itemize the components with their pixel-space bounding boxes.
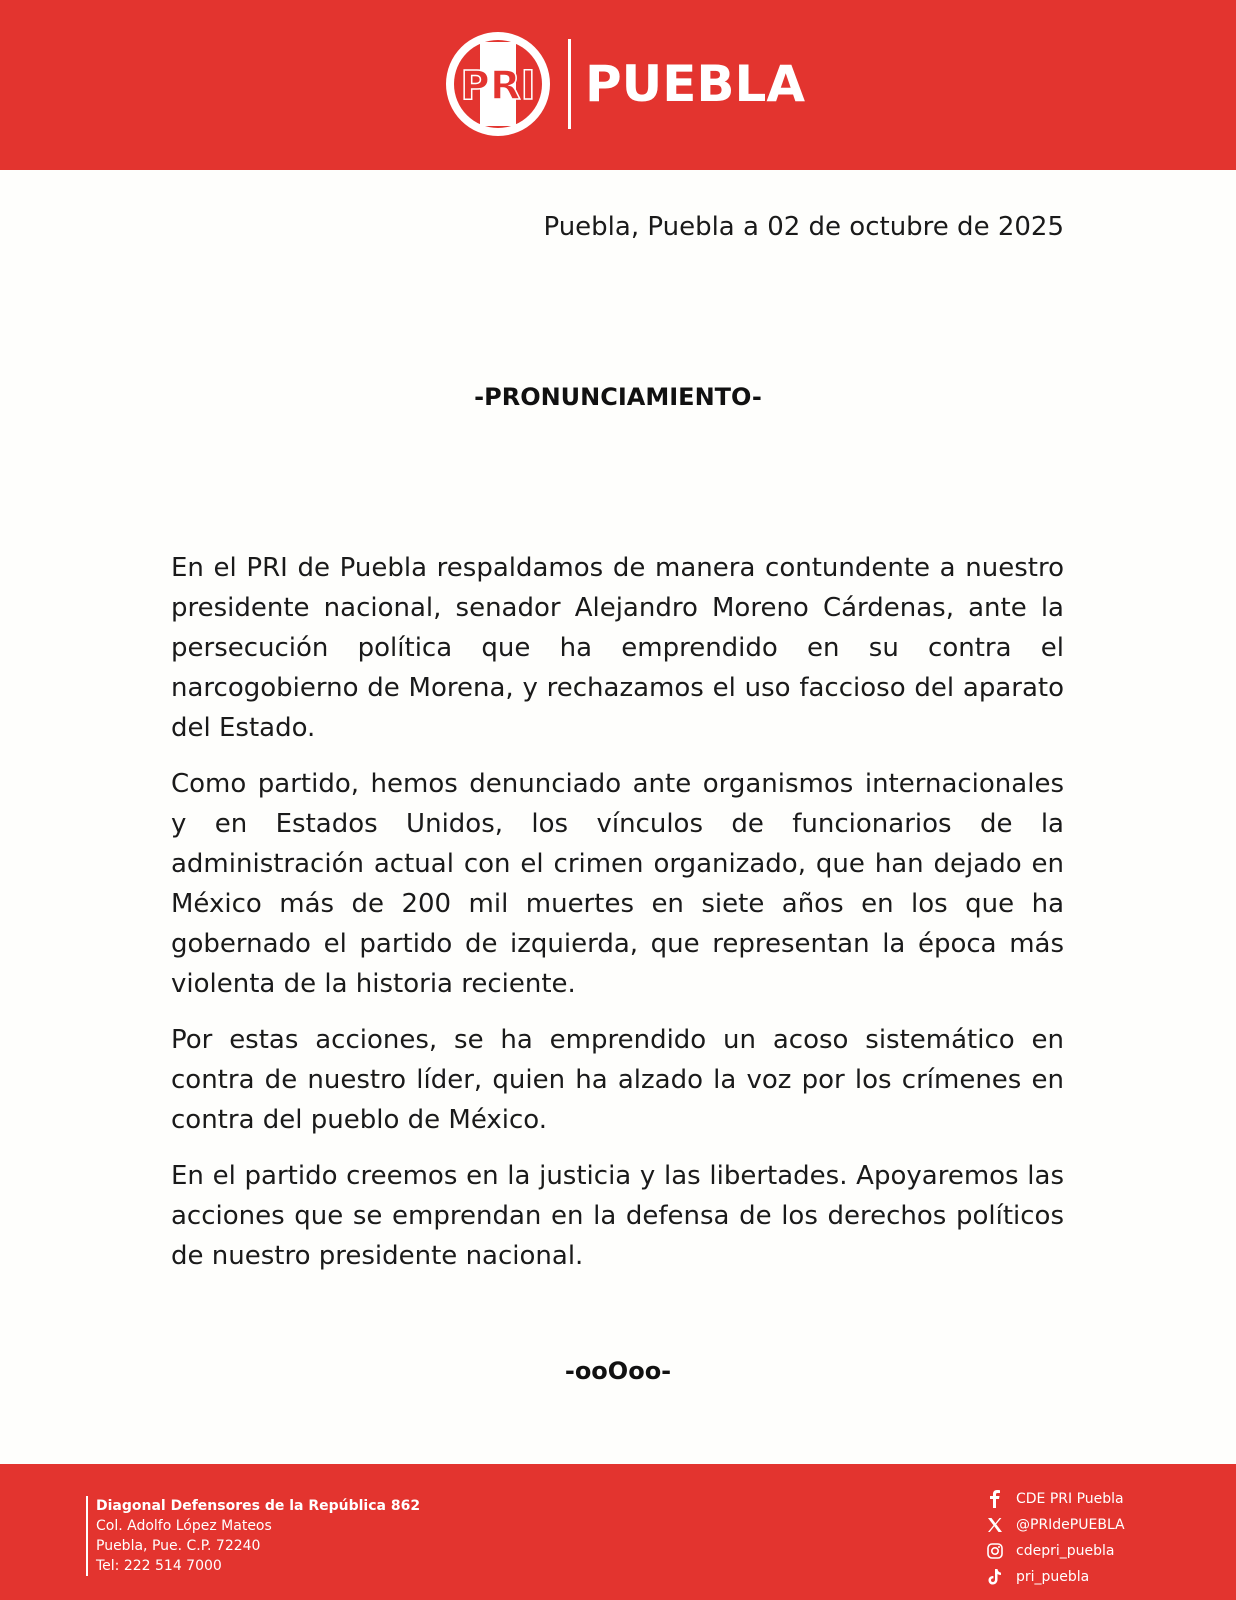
address-line-1: Diagonal Defensores de la República 862 [96, 1498, 421, 1514]
paragraph-3: Por estas acciones, se ha emprendido un acoso sistemático en contra de nuestro líder, quien ha alzado la voz por los crímenes en contra del pueblo de México. [171, 1025, 1064, 1135]
social-tiktok-label: pri_puebla [1016, 1569, 1090, 1585]
closing-mark: -ooOoo- [564, 1357, 672, 1385]
social-instagram[interactable] [986, 1538, 1125, 1564]
footer-address [86, 1496, 420, 1576]
pri-puebla-logo [442, 28, 805, 140]
social-links [986, 1486, 1125, 1590]
social-x[interactable] [986, 1512, 1125, 1538]
paragraph-2: Como partido, hemos denunciado ante organismos internacionales y en Estados Unidos, los vínculos de funcionarios de la administración actual con el crimen organizado, que han dejado en México más de 200 mil muertes en siete años en los que ha gobernado el partido de izquierda, que representan la época más violenta de la historia reciente. [171, 769, 1064, 999]
address-line-3: Puebla, Pue. C.P. 72240 [96, 1538, 261, 1554]
header-banner [0, 0, 1236, 170]
footer-banner [0, 1464, 1236, 1600]
brand-word: PUEBLA [585, 55, 806, 113]
social-x-label: @PRIdePUEBLA [1016, 1517, 1125, 1533]
pri-logo-icon [442, 28, 554, 140]
social-instagram-label: cdepri_puebla [1016, 1543, 1115, 1559]
logo-divider [568, 39, 571, 129]
social-facebook[interactable] [986, 1486, 1125, 1512]
address-line-2: Col. Adolfo López Mateos [96, 1518, 272, 1534]
tiktok-icon [986, 1568, 1004, 1586]
document-body [171, 548, 1064, 1292]
x-icon [986, 1516, 1004, 1534]
social-facebook-label: CDE PRI Puebla [1016, 1491, 1124, 1507]
facebook-icon [986, 1490, 1004, 1508]
date-line: Puebla, Puebla a 02 de octubre de 2025 [543, 212, 1064, 242]
document-title: -PRONUNCIAMIENTO- [474, 383, 762, 411]
social-tiktok[interactable] [986, 1564, 1125, 1590]
svg-text:PRI: PRI [460, 63, 536, 109]
address-phone: Tel: 222 514 7000 [96, 1558, 222, 1574]
instagram-icon [986, 1542, 1004, 1560]
paragraph-1: En el PRI de Puebla respaldamos de manera contundente a nuestro presidente nacional, senador Alejandro Moreno Cárdenas, ante la persecución política que ha emprendido en su contra el narcogobierno de Morena, y rechazamos el uso faccioso del aparato del Estado. [171, 553, 1064, 743]
paragraph-4: En el partido creemos en la justicia y las libertades. Apoyaremos las acciones que se emprendan en la defensa de los derechos políticos de nuestro presidente nacional. [171, 1161, 1064, 1271]
